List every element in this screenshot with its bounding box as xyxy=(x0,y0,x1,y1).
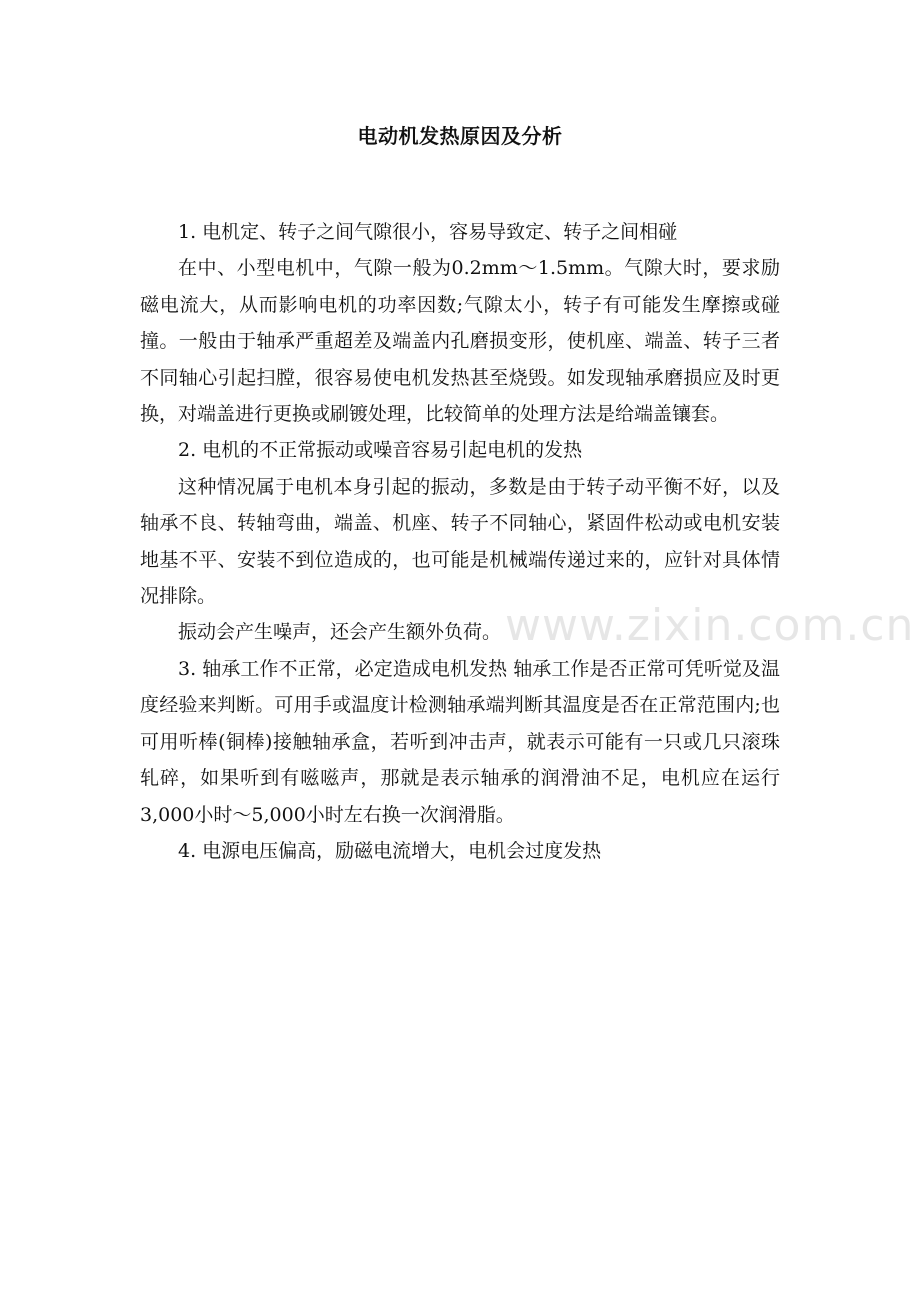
paragraph-noise: 振动会产生噪声，还会产生额外负荷。 xyxy=(178,621,502,644)
heading-2: 2. 电机的不正常振动或噪音容易引起电机的发热 xyxy=(178,439,583,462)
paragraph-vibration: 这种情况属于电机本身引起的振动，多数是由于转子动平衡不好，以及轴承不良、转轴弯曲，端盖、机座、转子不同轴心，紧固件松动或电机安装地基不平、安装不到位造成的，也可能是机械端传递过来的，应针对具体情况排除。 xyxy=(140,475,780,608)
document-title: 电动机发热原因及分析 xyxy=(357,124,563,148)
paragraph-bearing: 3. 轴承工作不正常，必定造成电机发热 轴承工作是否正常可凭听觉及温度经验来判断。可用手或温度计检测轴承端判断其温度是否在正常范围内;也可用听棒(铜棒)接触轴承盒，若听到冲击声，就表示可能有一只或几只滚珠轧碎，如果听到有嗞嗞声，那就是表示轴承的润滑油不足，电机应在运行3,000小时～5,000小时左右换一次润滑脂。 xyxy=(140,657,780,826)
watermark: www.zixin.com.cn xyxy=(505,600,915,651)
heading-1: 1. 电机定、转子之间气隙很小，容易导致定、转子之间相碰 xyxy=(178,221,678,243)
document-body xyxy=(140,214,780,869)
heading-4: 4. 电源电压偏高，励磁电流增大，电机会过度发热 xyxy=(178,839,602,862)
paragraph-air-gap: 在中、小型电机中，气隙一般为0.2mm～1.5mm。气隙大时，要求励磁电流大，从而影响电机的功率因数;气隙太小，转子有可能发生摩擦或碰撞。一般由于轴承严重超差及端盖内孔磨损变形，使机座、端盖、转子三者不同轴心引起扫膛，很容易使电机发热甚至烧毁。如发现轴承磨损应及时更换，对端盖进行更换或刷镀处理，比较简单的处理方法是给端盖镶套。 xyxy=(140,257,780,426)
